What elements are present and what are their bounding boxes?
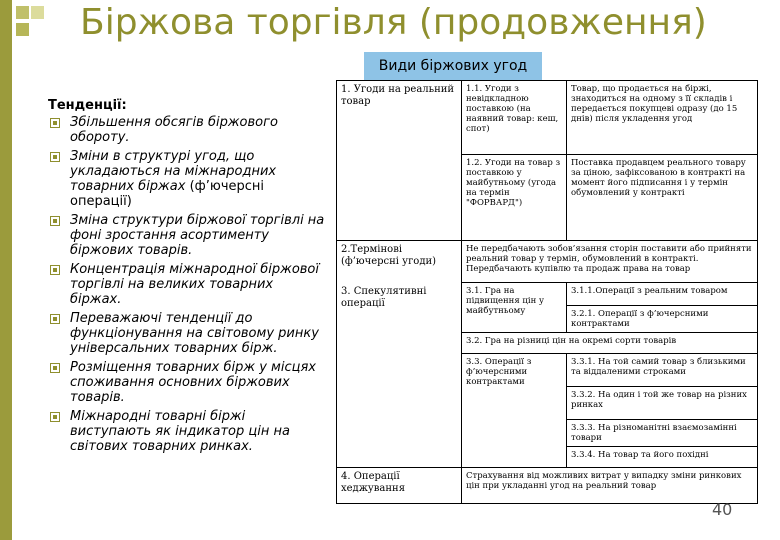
- table-cell: 3.3.2. На один і той же товар на різних ринках: [567, 387, 758, 420]
- table-cell: Не передбачають зобов’язання сторін поставити або прийняти реальний товар у термін, обумовлений в контракті. Передбачають купівлю та продаж права на товар: [462, 241, 758, 283]
- square-bullet-icon: [50, 412, 60, 422]
- square-bullet-icon: [50, 118, 60, 128]
- table-cell: Товар, що продається на біржі, знаходиться на одному з її складів і передається покупцеві одразу (до 15 днів) після укладення угод: [567, 81, 758, 155]
- list-item: Зміна структури біржової торгівлі на фоні зростання асортименту біржових товарів.: [48, 213, 328, 258]
- speculative-label: 3. Спекулятивні операції: [341, 286, 427, 309]
- slide-title: Біржова торгівля (продовження): [80, 2, 707, 43]
- trends-list: [48, 115, 328, 454]
- list-item: Розміщення товарних бірж у місцях споживання основних біржових товарів.: [48, 360, 328, 405]
- table-cell: 4. Операції хеджування: [337, 468, 462, 504]
- square-bullet-icon: [50, 363, 60, 373]
- square-bullet-icon: [50, 265, 60, 275]
- page-number: 40: [712, 500, 733, 519]
- trends-heading: Тенденції:: [48, 98, 127, 113]
- table-cell: 3.2. Гра на різниці цін на окремі сорти товарів: [462, 333, 758, 354]
- table-cell: Страхування від можливих витрат у випадку зміни ринкових цін при укладанні угод на реальний товар: [462, 468, 758, 504]
- table-cell: 1. Угоди на реальний товар: [337, 81, 462, 241]
- list-item: Збільшення обсягів біржового обороту.: [48, 115, 328, 145]
- square-bullet-icon: [50, 216, 60, 226]
- decor-square: [16, 23, 29, 36]
- table-cell: 3.1.1.Операції з реальним товаром: [567, 283, 758, 306]
- list-item: Міжнародні товарні біржі виступають як індикатор цін на світових товарних ринках.: [48, 409, 328, 454]
- table-cell: 3.3.3. На різноманітні взаємозамінні товари: [567, 420, 758, 447]
- table-row: [337, 241, 758, 283]
- list-item: Концентрація міжнародної біржової торгівлі на великих товарних біржах.: [48, 262, 328, 307]
- table-row: [337, 468, 758, 504]
- table-cell: Поставка продавцем реального товару за ціною, зафіксованою в контракті на момент його підписання і у термін обумовлений у контракті: [567, 155, 758, 241]
- deal-types-table: [336, 80, 758, 504]
- table-cell: 1.2. Угоди на товар з поставкою у майбутньому (угода на термін "ФОРВАРД"): [462, 155, 567, 241]
- table-cell: [337, 241, 462, 468]
- list-item: Зміни в структурі угод, що укладаються на міжнародних товарних біржах (ф’ючерсні операції): [48, 149, 328, 209]
- table-row: [337, 81, 758, 155]
- table-cell: 3.2.1. Операції з ф’ючерсними контрактами: [567, 306, 758, 333]
- trends-section: [48, 98, 328, 458]
- list-item: Переважаючі тенденції до функціонування на світовому ринку універсальних товарних бірж.: [48, 311, 328, 356]
- deal-types-label: Види біржових угод: [364, 52, 542, 80]
- table-cell: 3.3.4. На товар та його похідні: [567, 447, 758, 468]
- square-bullet-icon: [50, 152, 60, 162]
- futures-label: 2.Термінові (ф’ючерсні угоди): [341, 244, 437, 267]
- decor-square: [31, 6, 44, 19]
- square-bullet-icon: [50, 314, 60, 324]
- table-cell: 3.3.1. На той самий товар з близькими та віддаленими строками: [567, 354, 758, 387]
- table-cell: 1.1. Угоди з невідкладною поставкою (на наявний товар: кеш, спот): [462, 81, 567, 155]
- decorative-sidebar-bar: [0, 0, 12, 540]
- decor-square: [16, 6, 29, 19]
- table-cell: 3.3. Операції з ф’ючерсними контрактами: [462, 354, 567, 468]
- table-cell: 3.1. Гра на підвищення цін у майбутньому: [462, 283, 567, 333]
- decorative-squares: [16, 6, 52, 40]
